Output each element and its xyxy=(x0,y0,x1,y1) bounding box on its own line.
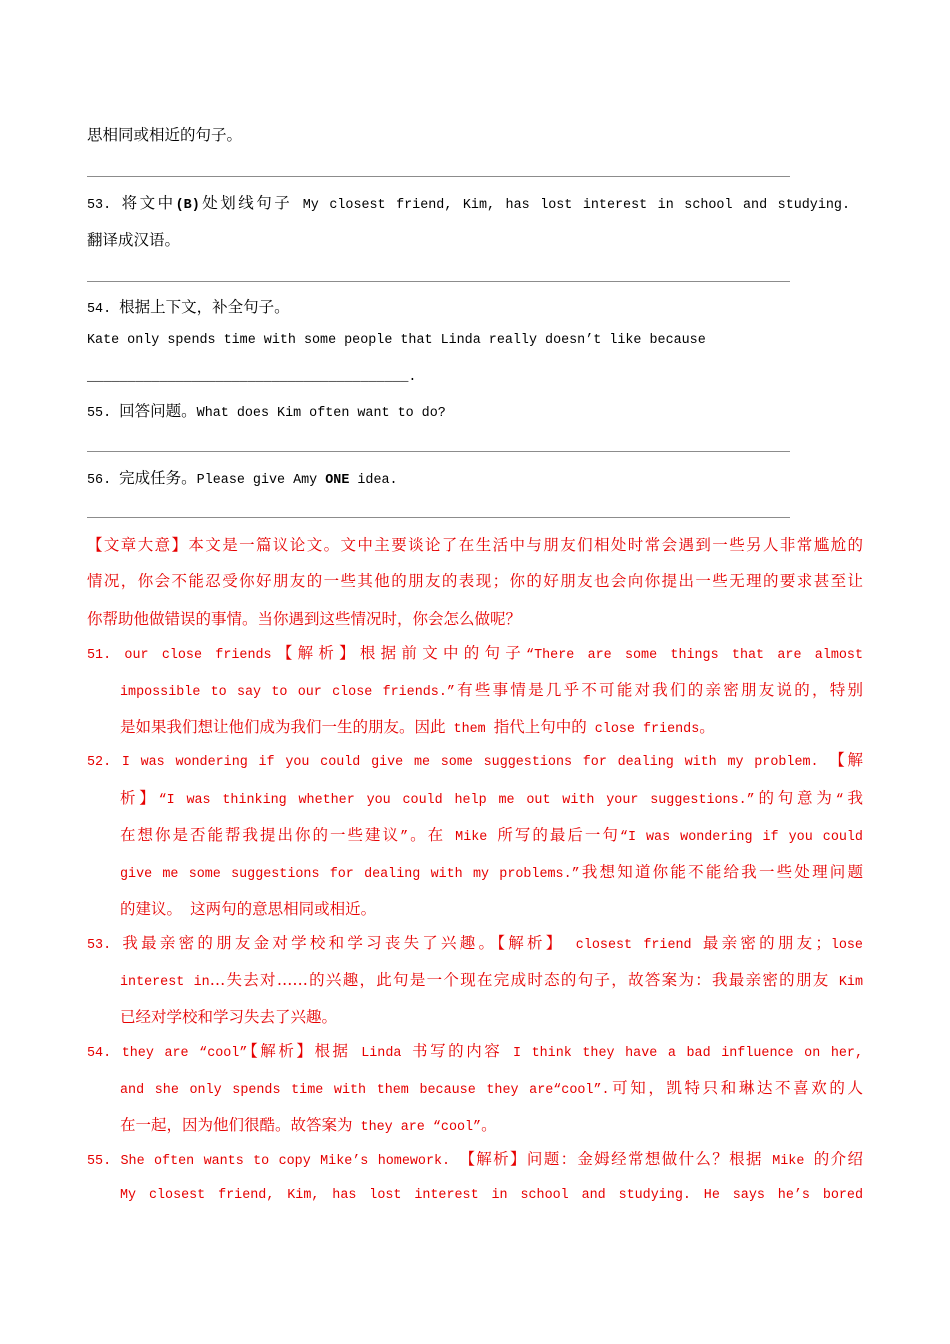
text-run: Kim xyxy=(829,975,863,990)
text-run: My closest friend, Kim, has lost interest in school and studying. xyxy=(292,198,850,213)
text-run: 【解析】根据前文中的句子 xyxy=(271,644,527,662)
question-52-continued xyxy=(87,124,242,146)
text-run: ONE xyxy=(325,473,350,488)
summary-line xyxy=(87,570,863,592)
question-53-instruction xyxy=(87,229,180,251)
answer-54-line xyxy=(87,1040,863,1062)
text-run: interest in xyxy=(120,975,210,990)
text-run: 51. our close friends xyxy=(87,648,272,663)
text-run: 是如果我们想让他们成为我们一生的朋友。因此 xyxy=(120,718,446,736)
text-run: 已经对学校和学习失去了兴趣。 xyxy=(120,1008,338,1026)
text-run: 【文章大意】本文是一篇议论文。文中主要谈论了在生活中与朋友们相处时常会遇到一些另人非常尴尬的 xyxy=(87,536,863,554)
text-run: Mike xyxy=(445,830,498,845)
answer-51-line xyxy=(120,716,715,738)
text-run: 53. xyxy=(87,198,122,213)
text-run: impossible to say to our close friends.” xyxy=(120,685,455,700)
text-run: 在想你是否能帮我提出你的一些建议 xyxy=(120,826,401,844)
answer-53-line xyxy=(87,932,863,954)
question-54-sentence xyxy=(87,330,706,352)
question-56 xyxy=(87,467,398,489)
text-run: 的句意为 xyxy=(754,789,836,807)
text-run: Please give Amy xyxy=(196,473,326,488)
question-55 xyxy=(87,400,446,422)
text-run: 【解析】根据 xyxy=(247,1042,351,1060)
text-run: 最亲密的朋友； xyxy=(702,934,831,952)
text-run: 在一起，因为他们很酷。故答案为 xyxy=(120,1116,353,1134)
question-53-text-a xyxy=(87,194,176,213)
text-run: “ xyxy=(835,793,844,808)
text-run: 析】 xyxy=(120,789,159,807)
question-56-text-b xyxy=(349,473,397,488)
text-run: 【解析】问题：金姆经常想做什么？根据 xyxy=(459,1150,763,1168)
answer-51-line xyxy=(87,642,863,664)
text-run: closest friend xyxy=(564,938,703,953)
text-run: 处划线句子 xyxy=(199,194,293,212)
text-run: 我最亲密的朋友金对学校和学习丧失了兴趣。【解析】 xyxy=(122,934,565,952)
text-run: 的建议。 xyxy=(120,900,183,918)
question-54-blank xyxy=(87,367,416,389)
answer-53-line xyxy=(120,1006,337,1028)
text-run: 思相同或相近的句子。 xyxy=(87,126,243,144)
text-run: 你帮助他做错误的事情。当你遇到这些情况时，你会怎么做呢？ xyxy=(87,610,522,628)
answer-line-52 xyxy=(87,176,790,177)
answer-52-line xyxy=(120,824,863,846)
text-run: 。 xyxy=(699,718,715,736)
text-run: 【解 xyxy=(829,751,863,769)
answer-line-56 xyxy=(87,517,790,518)
text-run: 的介绍 xyxy=(813,1150,863,1168)
answer-55-line xyxy=(87,1148,863,1170)
summary-line xyxy=(87,534,863,556)
text-run: 将文中 xyxy=(121,194,176,212)
answer-line-53 xyxy=(87,281,790,282)
text-run: I think they have a bad influence on her, xyxy=(502,1046,863,1061)
text-run: Kate only spends time with some people that Linda really doesn’t like because xyxy=(87,333,706,348)
text-run: 有些事情是几乎不可能对我们的亲密朋友说的，特别 xyxy=(454,681,863,699)
answer-52-line xyxy=(120,898,376,920)
text-run: “I was wondering if you could xyxy=(619,830,863,845)
text-run: 56. xyxy=(87,473,120,488)
text-run: 55. xyxy=(87,406,120,421)
question-53-marker xyxy=(176,198,200,213)
question-53-text-b xyxy=(199,194,850,213)
text-run: ________________________________________. xyxy=(87,370,417,385)
text-run: ” xyxy=(400,830,409,845)
text-run: 情况，你会不能忍受你好朋友的一些其他的朋友的表现；你的好朋友也会向你提出一些无理的要求甚至让 xyxy=(87,572,863,590)
question-56-marker xyxy=(325,473,349,488)
text-run: (B) xyxy=(175,198,200,213)
answer-53-line xyxy=(120,969,863,991)
answer-line-55 xyxy=(87,451,790,452)
text-run: they are “cool” xyxy=(352,1120,482,1135)
question-54-title xyxy=(87,296,290,318)
text-run: 我想知道你能不能给我一些处理问题 xyxy=(579,863,863,881)
summary-line xyxy=(87,608,521,630)
text-run: 52. I was wondering if you could give me some suggestions for dealing with my problem. xyxy=(87,755,830,770)
text-run: Mike xyxy=(762,1154,814,1169)
text-run: 根据上下文，补全句子。 xyxy=(119,298,290,316)
answer-54-line xyxy=(120,1114,497,1136)
text-run: 回答问题。 xyxy=(119,402,197,420)
text-run: 指代上句中的 xyxy=(493,718,587,736)
text-run: 53. xyxy=(87,938,123,953)
text-run: 书写的内容 xyxy=(412,1042,503,1060)
text-run: lose xyxy=(830,938,863,953)
text-run: 54. they are “cool” xyxy=(87,1046,248,1061)
text-run: 这两句的意思相同或相近。 xyxy=(190,900,377,918)
answer-52-line xyxy=(87,749,863,771)
text-run xyxy=(182,904,190,919)
text-run: 55. She often wants to copy Mike’s homework. xyxy=(87,1154,460,1169)
question-53 xyxy=(87,192,850,214)
text-run: 。在 xyxy=(408,826,446,844)
answer-55-line xyxy=(120,1185,863,1207)
text-run: …失去对……的兴趣，此句是一个现在完成时态的句子，故答案为：我最亲密的朋友 xyxy=(209,971,830,989)
text-run: 54. xyxy=(87,302,120,317)
text-run: 可知，凯特只和琳达不喜欢的人 xyxy=(609,1079,863,1097)
text-run: What does Kim often want to do? xyxy=(196,406,446,421)
text-run: close friends xyxy=(586,722,700,737)
text-run: Linda xyxy=(350,1046,413,1061)
text-run: 翻译成汉语。 xyxy=(87,231,181,249)
text-run: them xyxy=(445,722,494,737)
text-run: idea. xyxy=(349,473,398,488)
text-run: 完成任务。 xyxy=(119,469,197,487)
text-run: 我 xyxy=(843,789,863,807)
text-run: and she only spends time with them because they are“cool”. xyxy=(120,1083,610,1098)
text-run: “There are some things that are almost xyxy=(526,648,864,663)
text-run: “I was thinking whether you could help me out with your suggestions.” xyxy=(158,793,755,808)
answer-52-line xyxy=(120,861,863,883)
question-56-text-a xyxy=(87,469,326,488)
answer-52-line xyxy=(120,787,863,809)
answer-51-line xyxy=(120,679,863,701)
text-run: give me some suggestions for dealing with my problems.” xyxy=(120,867,580,882)
text-run: My closest friend, Kim, has lost interest in school and studying. He says he’s bored xyxy=(120,1188,863,1203)
answer-54-line xyxy=(120,1077,863,1099)
text-run: 。 xyxy=(481,1116,497,1134)
text-run: 所写的最后一句 xyxy=(497,826,620,844)
